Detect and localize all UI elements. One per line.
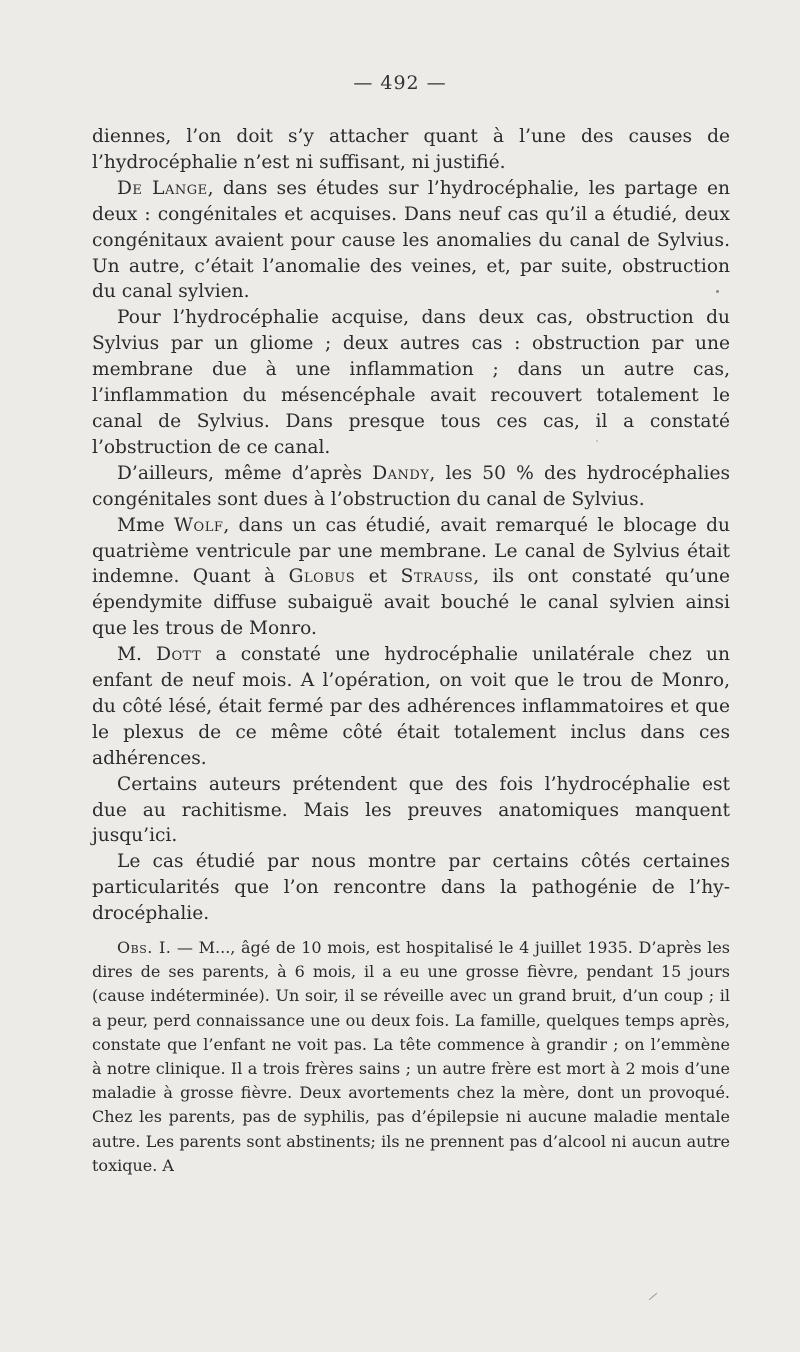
observation-block: [92, 936, 730, 1178]
author-name-wolf: Wolf: [173, 514, 224, 536]
paragraph-8: Le cas étudié par nous montre par certains côtés certaines particularités que l’on rencontre dans la pathogénie de l’hydrocéphalie.: [92, 851, 730, 925]
paragraph-1: diennes, l’on doit s’y attacher quant à l’une des causes de l’hydrocéphalie n’est ni suffisant, ni justifié.: [92, 126, 730, 173]
paragraph-4: [92, 461, 730, 513]
pencil-mark: [649, 1293, 657, 1300]
paper-speck: [596, 440, 598, 442]
paragraph-5-text-c: et: [355, 566, 401, 588]
main-text: [92, 124, 730, 927]
author-name-strauss: Strauss: [400, 566, 474, 588]
observation-paragraph: [92, 936, 730, 1178]
paragraph-6-text-b: a constaté une hydrocéphalie unilatérale chez un enfant de neuf mois. A l’opération, on voit que le trou de Monro, du côté lésé, était fermé par des adhérences inflammatoires et que le plexus de ce même côté était totalement inclus dans ces adhérences.: [92, 644, 730, 769]
page-number: — 492 —: [353, 72, 447, 94]
author-name-globus: Globus: [288, 566, 356, 588]
observation-label: Obs. I.: [117, 938, 172, 957]
paragraph-6-text-a: M.: [117, 644, 157, 666]
author-name-dott: Dott: [156, 644, 202, 666]
paragraph-5-text-d: , ils ont constaté qu’une épendymite diffuse subaiguë avait bouché le canal sylvien ainsi que les trous de Monro.: [92, 566, 730, 640]
author-name-de-lange: De Lange: [117, 177, 208, 199]
paragraph-5-text-a: Mme: [117, 514, 174, 536]
author-name-dandy: Dandy: [372, 462, 430, 484]
paragraph-3: Pour l’hydrocéphalie acquise, dans deux cas, obstruction du Sylvius par un gliome ; deux autres cas : obstruction par une membrane due à une inflammation ; dans un autre cas, l’inflammation du mésencéphale avait recouvert totalement le canal de Sylvius. Dans presque tous ces cas, il a constaté l’obstruction de ce canal.: [92, 307, 730, 458]
paragraph-5: [92, 513, 730, 643]
paragraph-4-text-a: D’ailleurs, même d’après: [117, 462, 373, 484]
paragraph-2: [92, 176, 730, 306]
paper-speck: [716, 290, 719, 293]
paragraph-7: Certains auteurs prétendent que des fois l’hydrocéphalie est due au rachitisme. Mais les preuves anatomiques manquent jusqu’ici.: [92, 773, 730, 847]
paragraph-2-text: , dans ses études sur l’hydrocéphalie, les partage en deux : congénitales et acquises. Dans neuf cas qu’il a étudié, deux congénitaux avaient pour cause les anomalies du canal de Sylvius. Un autre, c’était l’anomalie des veines, et, par suite, obstruction du canal sylvien.: [92, 177, 731, 303]
paragraph-6: [92, 642, 730, 772]
paragraph-5-text-b: , dans un cas étudié, avait remarqué le blocage du quatrième ventricule par une membrane. Le canal de Sylvius était indemne. Quant à: [92, 514, 730, 588]
observation-text: — M..., âgé de 10 mois, est hospitalisé le 4 juillet 1935. D’après les dires de ses parents, à 6 mois, il a eu une grosse fièvre, pendant 15 jours (cause indéterminée). Un soir, il se réveille avec un grand bruit, d’un coup ; il a peur, perd connaissance une ou deux fois. La famille, quelques temps après, constate que l’enfant ne voit pas. La tête commence à grandir ; on l’emmène à notre clinique. Il a trois frères sains ; un autre frère est mort à 2 mois d’une maladie à grosse fièvre. Deux avortements chez la mère, dont un provoqué. Chez les parents, pas de syphilis, pas d’épilepsie ni aucune maladie mentale autre. Les parents sont abstinents; ils ne prennent pas d’alcool ni aucun autre toxique. A: [92, 938, 730, 1175]
paragraph-4-text-b: , les 50 % des hydrocéphalies congénitales sont dues à l’obstruction du canal de Sylvius.: [92, 462, 730, 510]
